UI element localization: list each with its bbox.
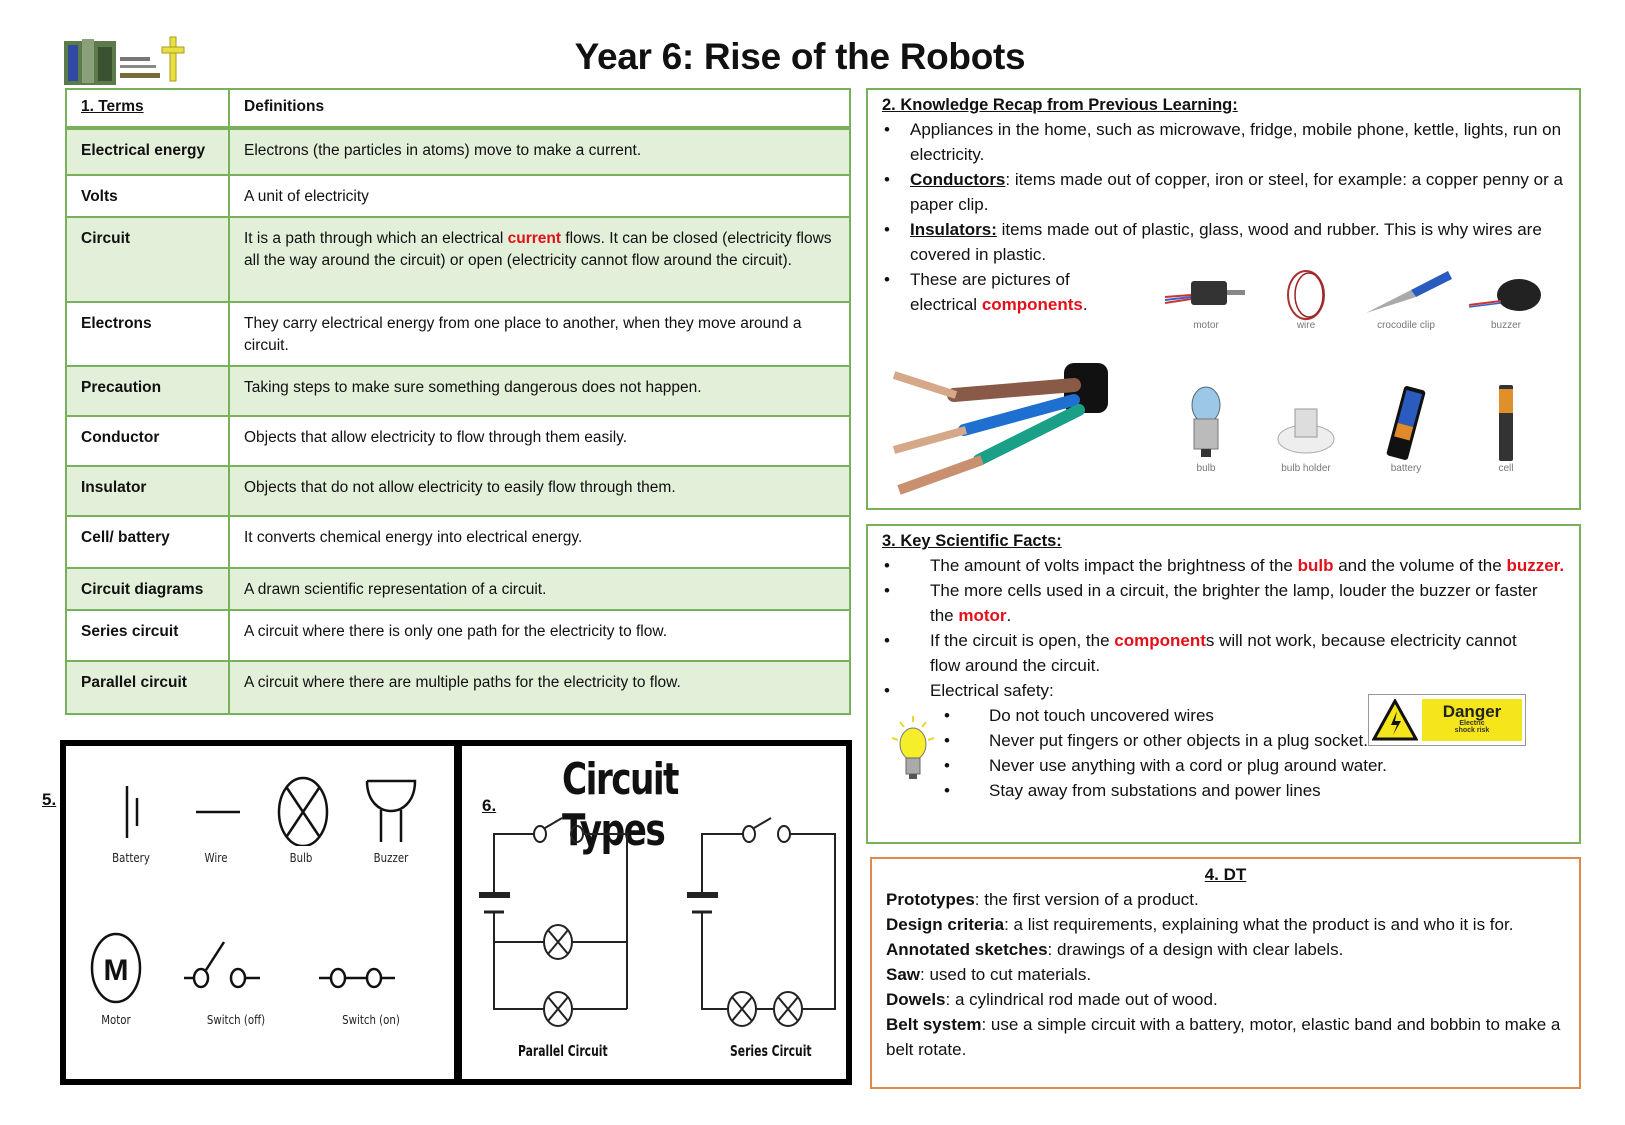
term-cell: Circuit: [66, 217, 229, 302]
list-item: • Stay away from substations and power lines: [942, 778, 1565, 803]
motor-symbol-icon: [66, 932, 166, 1008]
definition-cell: A drawn scientific representation of a circuit.: [229, 568, 850, 610]
dt-text: : a cylindrical rod made out of wood.: [945, 990, 1218, 1009]
component-motor: [1156, 265, 1256, 331]
symbol-label: Switch (off): [206, 1013, 266, 1027]
dt-item: [886, 887, 1565, 912]
list-item: • Appliances in the home, such as microwave, fridge, mobile phone, kettle, lights, run on electricity.: [882, 117, 1565, 167]
symbol-label: Battery: [112, 851, 150, 865]
dt-text: : a list requirements, explaining what the product is and who it is for.: [1004, 915, 1514, 934]
component-label: bulb holder: [1281, 463, 1331, 474]
motor-letter: M: [103, 954, 129, 987]
danger-label: [1422, 699, 1522, 741]
table-row: [66, 466, 850, 516]
component-label: buzzer: [1490, 320, 1521, 331]
definitions-header: Definitions: [229, 89, 850, 128]
definition-text: It is a path through which an electrical: [244, 230, 508, 247]
warning-triangle-icon: [1372, 699, 1418, 741]
definition-cell: Taking steps to make sure something dangerous does not happen.: [229, 366, 850, 416]
switch-on-symbol-icon: [311, 932, 431, 1008]
dt-key: Prototypes: [886, 890, 975, 909]
facts-list: [882, 553, 1565, 703]
term-cell: Volts: [66, 175, 229, 217]
dt-key: Dowels: [886, 990, 946, 1009]
key-scientific-facts-section: [866, 524, 1581, 844]
dt-key: Annotated sketches: [886, 940, 1048, 959]
list-item: [882, 267, 1122, 317]
school-logo: [64, 35, 192, 85]
table-row: [66, 217, 850, 302]
table-row: [66, 175, 850, 217]
definition-cell: Electrons (the particles in atoms) move to make a current.: [229, 128, 850, 175]
component-label: motor: [1193, 320, 1219, 331]
terms-header: 1. Terms: [66, 89, 229, 128]
component-cell: [1456, 383, 1556, 474]
list-item: [882, 628, 1542, 678]
item-text: and the volume of the: [1333, 556, 1507, 575]
table-row: [66, 661, 850, 714]
list-item: • Do not touch uncovered wires: [942, 703, 1565, 728]
component-bulb-holder: [1256, 383, 1356, 474]
highlight-current: current: [507, 230, 562, 247]
dt-text: : use a simple circuit with a battery, motor, elastic band and bobbin to make a belt rotate.: [886, 1015, 1561, 1059]
table-row: [66, 366, 850, 416]
item-text: .: [1082, 295, 1088, 314]
term-cell: Electrical energy: [66, 128, 229, 175]
symbol-switch-on: [311, 932, 431, 1027]
wire-icon: [1261, 265, 1351, 320]
table-row: [66, 516, 850, 568]
section-title: 4. DT: [1204, 865, 1247, 884]
table-row: [66, 610, 850, 661]
symbol-label: Switch (on): [342, 1013, 400, 1027]
symbol-label: Motor: [101, 1013, 131, 1027]
symbol-label: Buzzer: [373, 851, 409, 865]
dt-key: Belt system: [886, 1015, 982, 1034]
components-pictures: [1156, 265, 1566, 495]
component-bulb: [1156, 383, 1256, 474]
definition-cell: A circuit where there is only one path for the electricity to flow.: [229, 610, 850, 661]
danger-sign: [1368, 694, 1526, 746]
lightbulb-icon: [888, 716, 938, 786]
circuit-symbols-panel: [60, 740, 460, 1085]
motor-icon: [1161, 265, 1251, 320]
cable-image: [884, 355, 1114, 505]
series-circuit-label: Series Circuit: [730, 1042, 812, 1060]
buzzer-symbol-icon: [341, 776, 441, 846]
highlight-components: components: [981, 295, 1083, 314]
buzzer-icon: [1461, 265, 1551, 320]
bulb-icon: [1161, 383, 1251, 463]
bulb-symbol-icon: [251, 776, 351, 846]
definition-cell: They carry electrical energy from one place to another, when they move around a circuit.: [229, 302, 850, 366]
item-text: s will not work, because electricity cannot flow around the circuit.: [930, 631, 1517, 675]
symbol-bulb: [251, 776, 351, 865]
highlight-bulb: bulb: [1297, 556, 1334, 575]
list-item: [882, 578, 1565, 628]
item-text: items made out of plastic, glass, wood and rubber. This is why wires are covered in plastic.: [910, 220, 1542, 264]
definition-cell: A circuit where there are multiple paths for the electricity to flow.: [229, 661, 850, 714]
dt-section: [870, 857, 1581, 1089]
table-row: [66, 302, 850, 366]
parallel-circuit-diagram: [479, 818, 627, 1026]
danger-text: Danger: [1442, 702, 1502, 721]
dt-text: : the first version of a product.: [974, 890, 1199, 909]
list-item: • Never put fingers or other objects in a plug socket.: [942, 728, 1565, 753]
circuit-diagrams: [462, 746, 846, 1079]
term-cell: Cell/ battery: [66, 516, 229, 568]
switch-off-symbol-icon: [176, 932, 296, 1008]
definition-cell: [229, 217, 850, 302]
dt-key: Saw: [886, 965, 921, 984]
component-label: bulb: [1196, 463, 1216, 474]
series-circuit-diagram: [687, 818, 835, 1026]
list-item: [882, 167, 1565, 217]
symbol-label: Wire: [204, 851, 228, 865]
page-title: Year 6: Rise of the Robots: [574, 36, 1026, 77]
term-cell: Conductor: [66, 416, 229, 466]
cell-icon: [1461, 383, 1551, 463]
component-label: crocodile clip: [1377, 320, 1435, 331]
definition-cell: Objects that do not allow electricity to easily flow through them.: [229, 466, 850, 516]
terms-table: [65, 88, 851, 715]
term-cell: Insulator: [66, 466, 229, 516]
definition-text: flows. It can be closed (electricity flows all the way around the circuit) or open (electricity cannot flow around the circuit).: [244, 230, 832, 269]
item-text: The more cells used in a circuit, the brighter the lamp, louder the buzzer or faster the: [930, 581, 1538, 625]
list-item: • Never use anything with a cord or plug around water.: [942, 753, 1565, 778]
insulators-key: Insulators:: [910, 220, 997, 239]
item-text: These are pictures of electrical: [910, 270, 1070, 314]
definition-cell: Objects that allow electricity to flow through them easily.: [229, 416, 850, 466]
dt-item: [886, 987, 1565, 1012]
bulb-holder-icon: [1261, 383, 1351, 463]
component-crocodile-clip: [1356, 265, 1456, 331]
symbol-motor: [66, 932, 166, 1027]
circuit-types-title: Circuit Types: [562, 754, 678, 856]
list-item: • Electrical safety:: [882, 678, 1565, 703]
definition-cell: It converts chemical energy into electrical energy.: [229, 516, 850, 568]
item-text: If the circuit is open, the: [930, 631, 1115, 650]
danger-subtext: Electric: [1459, 720, 1485, 727]
component-buzzer: [1456, 265, 1556, 331]
component-label: wire: [1296, 320, 1316, 331]
dt-text: : drawings of a design with clear labels.: [1047, 940, 1344, 959]
dt-item: [886, 962, 1565, 987]
circuit-types-panel: [456, 740, 852, 1085]
definition-cell: A unit of electricity: [229, 175, 850, 217]
dt-key: Design criteria: [886, 915, 1005, 934]
knowledge-recap-section: [866, 88, 1581, 510]
highlight-buzzer: buzzer.: [1506, 556, 1565, 575]
list-item: [882, 217, 1565, 267]
section-title: 2. Knowledge Recap from Previous Learning:: [882, 96, 1238, 114]
highlight-motor: motor: [958, 606, 1007, 625]
section-number-6: 6.: [482, 796, 497, 815]
highlight-component: component: [1114, 631, 1206, 650]
term-cell: Series circuit: [66, 610, 229, 661]
list-item: [882, 553, 1565, 578]
item-text: : items made out of copper, iron or steel, for example: a copper penny or a paper clip.: [910, 170, 1563, 214]
battery-icon: [1361, 383, 1451, 463]
crocodile-clip-icon: [1356, 265, 1456, 320]
conductors-key: Conductors: [910, 170, 1006, 189]
term-cell: Electrons: [66, 302, 229, 366]
symbol-buzzer: [341, 776, 441, 865]
item-text: .: [1006, 606, 1012, 625]
term-cell: Precaution: [66, 366, 229, 416]
component-label: cell: [1498, 463, 1514, 474]
table-row: [66, 128, 850, 175]
item-text: The amount of volts impact the brightness of the: [930, 556, 1298, 575]
table-row: [66, 568, 850, 610]
term-cell: Circuit diagrams: [66, 568, 229, 610]
symbol-switch-off: [176, 932, 296, 1027]
section-number-5: 5.: [42, 790, 57, 809]
dt-item: [886, 1012, 1565, 1062]
component-label: battery: [1390, 463, 1422, 474]
danger-subtext: shock risk: [1454, 727, 1490, 734]
symbol-label: Bulb: [289, 851, 313, 865]
component-battery: [1356, 383, 1456, 474]
component-wire: [1256, 265, 1356, 331]
term-cell: Parallel circuit: [66, 661, 229, 714]
section-title: 3. Key Scientific Facts:: [882, 532, 1062, 550]
dt-text: : used to cut materials.: [920, 965, 1092, 984]
table-header-row: [66, 89, 850, 128]
parallel-circuit-label: Parallel Circuit: [518, 1042, 608, 1060]
dt-item: [886, 937, 1565, 962]
table-row: [66, 416, 850, 466]
dt-item: [886, 912, 1565, 937]
